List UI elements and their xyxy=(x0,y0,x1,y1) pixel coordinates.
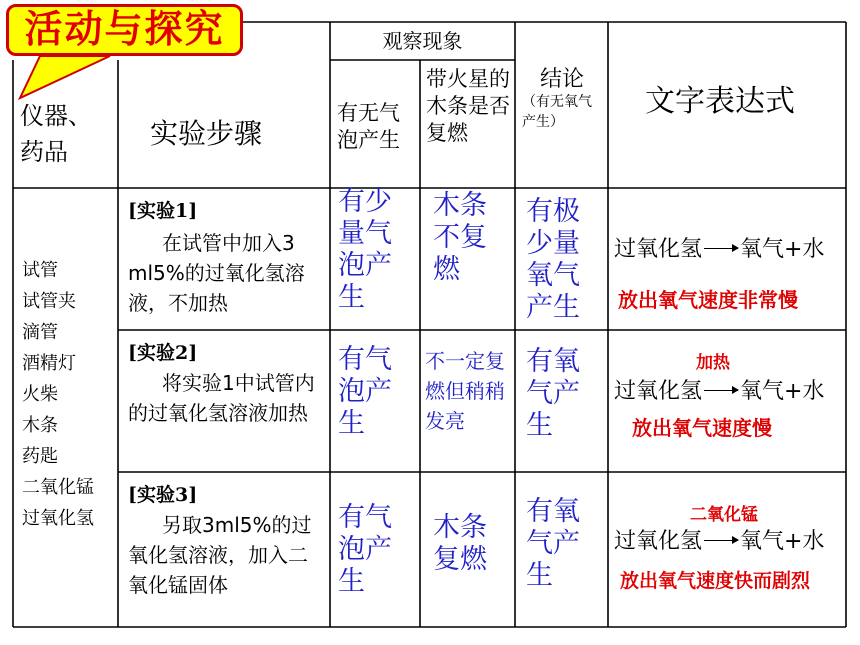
splint-result: 不一定复燃但稍稍发亮 xyxy=(425,349,505,433)
list-item: 木条 xyxy=(22,415,58,436)
rate-note: 放出氧气速度快而剧烈 xyxy=(620,570,811,592)
bubbles-result: 有气泡产生 xyxy=(338,344,392,439)
reactant: 过氧化氢 xyxy=(614,529,703,554)
list-item: 火柴 xyxy=(22,384,58,405)
list-item: 试管夹 xyxy=(22,291,76,312)
word-equation xyxy=(614,524,824,555)
arrow-icon xyxy=(704,390,738,391)
conclusion-result: 有极少量氧气产生 xyxy=(526,196,580,323)
header-steps: 实验步骤 xyxy=(150,117,263,150)
reactant: 过氧化氢 xyxy=(614,379,703,404)
header-splint: 带火星的木条是否复燃 xyxy=(426,67,510,145)
header-instruments: 仪器、药品 xyxy=(20,102,92,166)
step-text: 另取3ml5%的过氧化氢溶液，加入二氧化锰固体 xyxy=(128,513,312,597)
bubbles-result: 有气泡产生 xyxy=(338,502,392,597)
list-item: 药匙 xyxy=(22,446,58,467)
step-text: 将实验1中试管内的过氧化氢溶液加热 xyxy=(128,371,315,425)
rate-note: 放出氧气速度非常慢 xyxy=(618,288,798,312)
list-item: 酒精灯 xyxy=(22,353,76,374)
conclusion-result: 有氧气产生 xyxy=(526,496,580,591)
reaction-condition: 加热 xyxy=(696,353,730,373)
reactant: 过氧化氢 xyxy=(614,237,703,262)
list-item: 二氧化锰 xyxy=(22,477,94,498)
rate-note: 放出氧气速度慢 xyxy=(632,416,772,440)
list-item: 过氧化氢 xyxy=(22,508,94,529)
activity-badge: 活动与探究 xyxy=(6,4,243,56)
step-text: 在试管中加入3 ml5%的过氧化氢溶液，不加热 xyxy=(128,231,305,315)
reaction-condition: 二氧化锰 xyxy=(690,505,758,525)
header-conclusion: 结论 xyxy=(540,67,585,92)
conclusion-result: 有氧气产生 xyxy=(526,346,580,441)
header-bubbles: 有无气泡产生 xyxy=(337,101,400,152)
splint-result: 木条复燃 xyxy=(433,512,487,575)
arrow-icon xyxy=(704,540,738,541)
arrow-icon xyxy=(704,248,738,249)
instruments-list xyxy=(22,255,94,534)
splint-result: 木条不复燃 xyxy=(433,190,487,285)
products: 氧气+水 xyxy=(740,237,825,262)
word-equation xyxy=(614,232,824,263)
step-title: [实验3] xyxy=(128,484,198,506)
products: 氧气+水 xyxy=(740,529,825,554)
step-title: [实验2] xyxy=(128,342,198,364)
products: 氧气+水 xyxy=(740,379,825,404)
step-title: [实验1] xyxy=(128,200,198,222)
header-observe: 观察现象 xyxy=(382,29,463,53)
bubbles-result: 有少量气泡产生 xyxy=(338,186,392,313)
header-conclusion-note: （有无氧气产生） xyxy=(522,94,592,130)
header-word-equation: 文字表达式 xyxy=(645,84,795,119)
list-item: 滴管 xyxy=(22,322,58,343)
word-equation xyxy=(614,374,824,405)
list-item: 试管 xyxy=(22,260,58,281)
